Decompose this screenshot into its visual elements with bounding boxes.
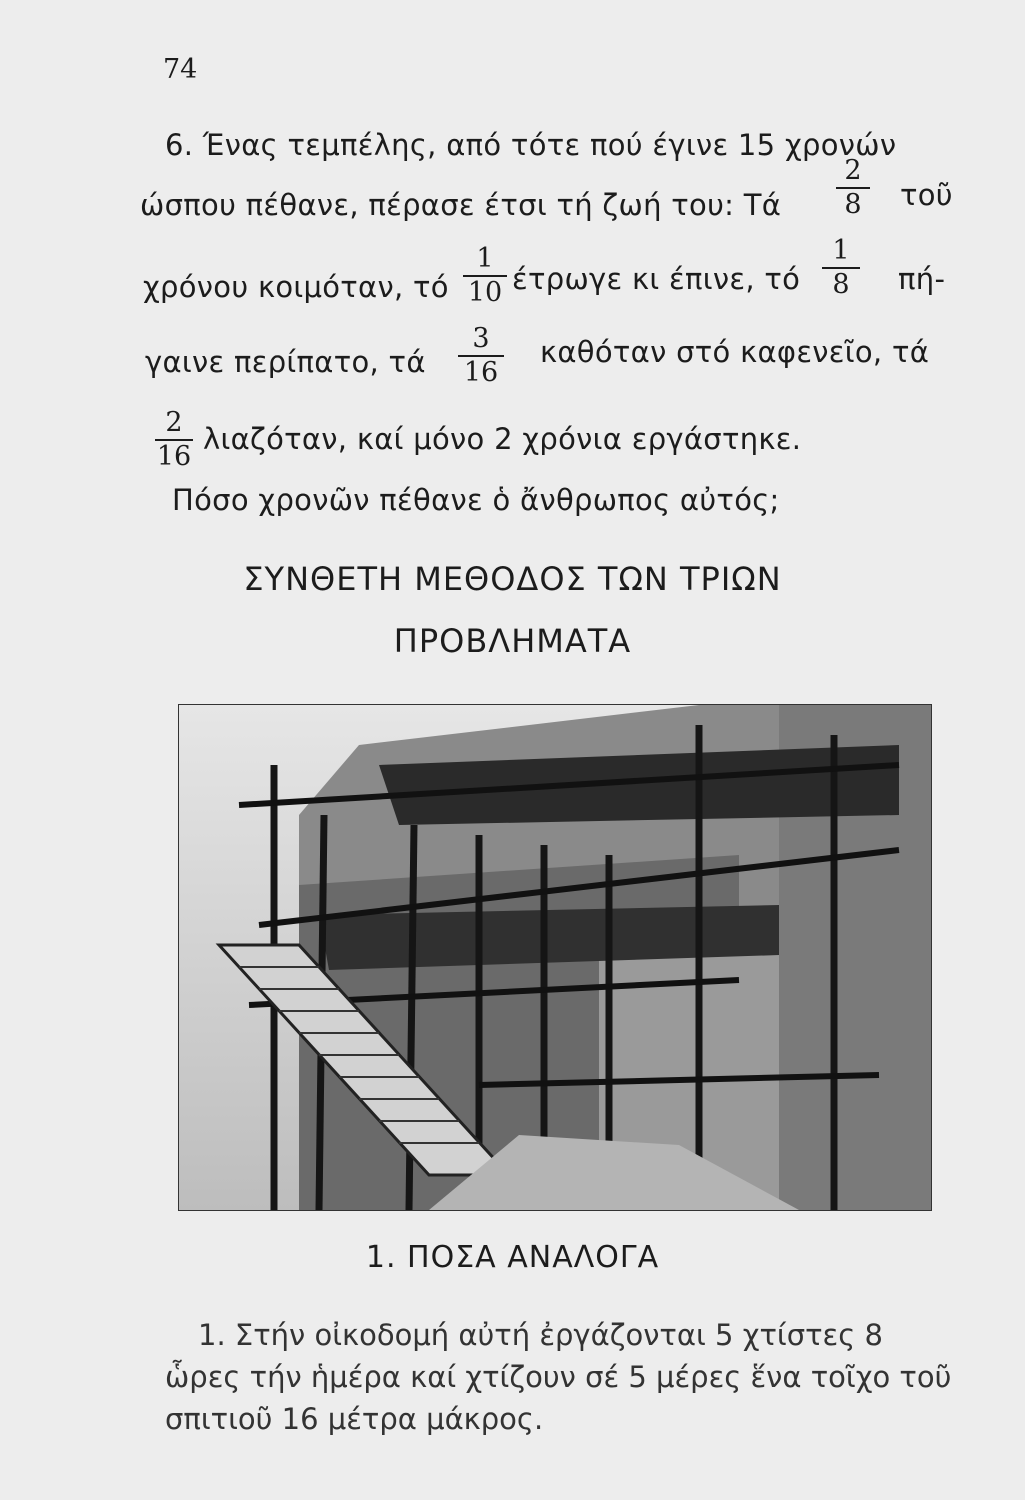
fraction-1-10 (463, 244, 507, 308)
fraction-numerator: 2 (165, 407, 183, 438)
fraction-numerator: 1 (476, 243, 494, 274)
fraction-2-8 (836, 156, 870, 220)
problem6-line4a: γαινε περίπατο, τά (145, 345, 426, 379)
section-title: 1. ΠΟΣΑ ΑΝΑΛΟΓΑ (365, 1240, 660, 1275)
fraction-2-16 (155, 408, 193, 472)
problem6-line1: 6. Ένας τεμπέλης, από τότε πού έγινε 15 χρονών (165, 128, 897, 162)
page-number: 74 (163, 54, 198, 85)
construction-photo (178, 704, 932, 1211)
fraction-denominator: 8 (832, 268, 850, 300)
problem6-line3b: έτρωγε κι έπινε, τό (512, 262, 801, 296)
fraction-numerator: 1 (832, 235, 850, 266)
problem6-line3a: χρόνου κοιμόταν, τό (143, 270, 449, 304)
chapter-heading-line1: ΣΥΝΘΕΤΗ ΜΕΘΟΔΟΣ ΤΩΝ ΤΡΙΩΝ (243, 560, 782, 598)
problem6-line4b: καθόταν στό καφενεῖο, τά (540, 335, 930, 369)
fraction-3-16 (458, 324, 504, 388)
fraction-numerator: 2 (844, 155, 862, 186)
problem1-line1: 1. Στήν οἰκοδομή αὐτή ἐργάζονται 5 χτίστες 8 (198, 1318, 883, 1352)
chapter-heading-line2: ΠΡΟΒΛΗΜΑΤΑ (393, 622, 632, 660)
problem6-line2b: τοῦ (900, 178, 953, 212)
problem6-line2a: ώσπου πέθανε, πέρασε έτσι τή ζωή του: Τά (140, 188, 782, 222)
fraction-1-8 (822, 236, 860, 300)
fraction-denominator: 16 (156, 440, 192, 472)
problem6-line5: λιαζόταν, καί μόνο 2 χρόνια εργάστηκε. (203, 422, 802, 456)
problem6-line3c: πή- (898, 262, 946, 296)
fraction-denominator: 10 (467, 276, 503, 308)
problem1-line3: σπιτιοῦ 16 μέτρα μάκρος. (165, 1402, 544, 1436)
fraction-denominator: 8 (844, 188, 862, 220)
fraction-numerator: 3 (472, 323, 490, 354)
problem1-line2: ὧρες τήν ἡμέρα καί χτίζουν σέ 5 μέρες ἕνα τοῖχο τοῦ (165, 1360, 952, 1394)
fraction-denominator: 16 (463, 356, 499, 388)
problem6-question: Πόσο χρονῶν πέθανε ὁ ἄνθρωπος αὐτός; (172, 483, 780, 517)
